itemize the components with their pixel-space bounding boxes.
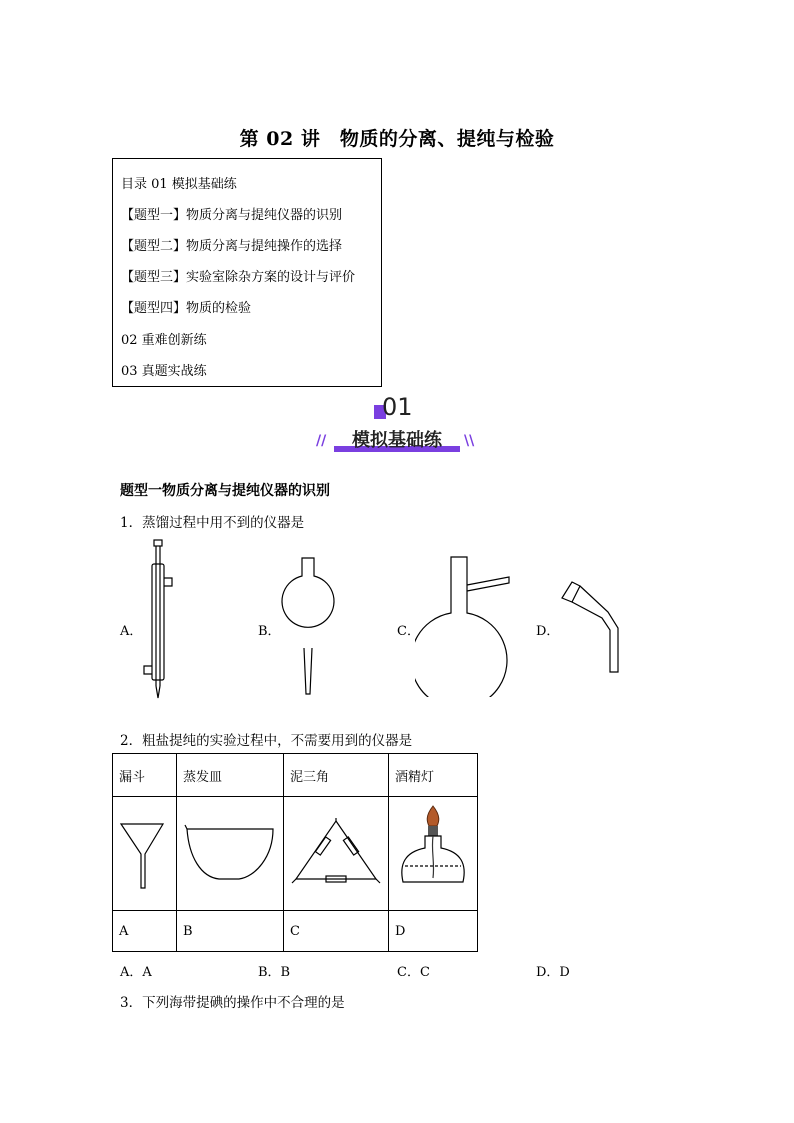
toc-line: 【题型三】实验室除杂方案的设计与评价 <box>121 270 356 285</box>
table-of-contents <box>112 158 382 387</box>
distillation-flask-icon <box>415 555 515 697</box>
q2-option-c: C．C <box>397 965 430 980</box>
q1-option-b-label: B． <box>258 624 281 639</box>
q1-option-d-label: D． <box>536 624 560 639</box>
table-header-cell: 漏斗 <box>113 754 177 797</box>
section-banner <box>312 393 482 455</box>
clay-triangle-icon <box>290 817 382 887</box>
table-header-cell: 泥三角 <box>284 754 389 797</box>
evaporating-dish-icon <box>183 821 275 883</box>
section-number: 01 <box>382 393 413 421</box>
bent-adapter-icon <box>558 578 628 676</box>
toc-line: 【题型四】物质的检验 <box>121 301 252 316</box>
table-image-cell <box>177 797 284 911</box>
toc-line: 02 重难创新练 <box>121 333 207 348</box>
toc-line: 03 真题实战练 <box>121 364 207 379</box>
section-title: 模拟基础练 <box>352 430 442 451</box>
q2-option-b: B．B <box>258 965 291 980</box>
funnel-icon <box>119 812 167 892</box>
question-1-stem: 1．蒸馏过程中用不到的仪器是 <box>120 515 305 531</box>
question-3-stem: 3．下列海带提碘的操作中不合理的是 <box>120 995 345 1011</box>
right-slash-decoration: \\ <box>464 433 475 449</box>
table-image-cell <box>113 797 177 911</box>
alcohol-lamp-icon <box>395 802 471 902</box>
table-image-cell <box>284 797 389 911</box>
q2-option-a: A．A <box>120 965 152 980</box>
instrument-table <box>112 753 478 952</box>
left-slash-decoration: // <box>316 433 327 449</box>
table-header-cell: 蒸发皿 <box>177 754 284 797</box>
toc-line: 【题型一】物质分离与提纯仪器的识别 <box>121 208 343 223</box>
table-letter-cell: A <box>113 911 177 952</box>
question-2-stem: 2．粗盐提纯的实验过程中，不需要用到的仪器是 <box>120 733 413 749</box>
condenser-icon <box>138 538 188 706</box>
toc-line: 目录 01 模拟基础练 <box>121 177 237 192</box>
q1-option-a-label: A． <box>120 624 143 639</box>
table-letter-cell: C <box>284 911 389 952</box>
table-letter-cell: D <box>389 911 478 952</box>
table-header-cell: 酒精灯 <box>389 754 478 797</box>
table-letter-cell: B <box>177 911 284 952</box>
table-image-cell <box>389 797 478 911</box>
toc-line: 【题型二】物质分离与提纯操作的选择 <box>121 239 343 254</box>
page-title: 第 02 讲 物质的分离、提纯与检验 <box>239 128 555 150</box>
separatory-funnel-icon <box>278 556 338 698</box>
q1-option-c-label: C． <box>397 624 420 639</box>
question-type-heading: 题型一物质分离与提纯仪器的识别 <box>120 483 330 499</box>
q2-option-d: D．D <box>536 965 570 980</box>
